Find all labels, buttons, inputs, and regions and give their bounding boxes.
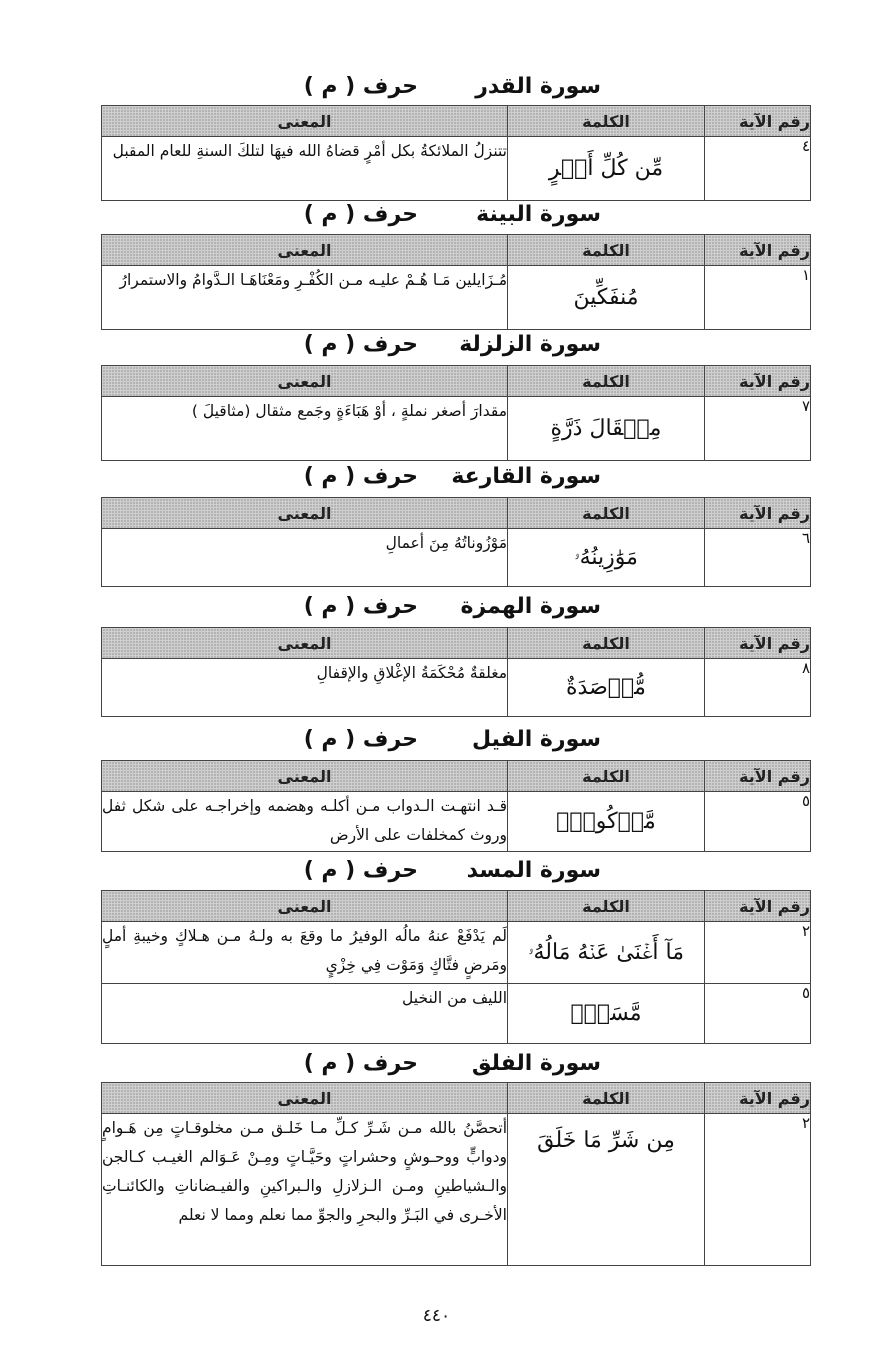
aya-number: ٧ xyxy=(705,397,811,461)
vocab-table xyxy=(101,760,811,852)
table-row xyxy=(102,984,811,1044)
quran-word: مِثۡقَالَ ذَرَّةٍ xyxy=(508,397,705,461)
surah-title: سورة الفلق xyxy=(471,1051,601,1076)
header-word: الكلمة xyxy=(508,628,705,659)
table-row xyxy=(102,137,811,201)
header-word: الكلمة xyxy=(508,761,705,792)
aya-number: ٥ xyxy=(705,792,811,852)
section-heading xyxy=(0,1049,873,1083)
letter-label: حرف ( م ) xyxy=(303,858,418,883)
quran-word: مَّسَدِۭ xyxy=(508,984,705,1044)
header-meaning: المعنى xyxy=(102,628,508,659)
quran-word: مُّؤۡصَدَةٌ xyxy=(508,659,705,717)
quran-word: مَوَٰزِينُهُۥ xyxy=(508,529,705,587)
aya-number: ٦ xyxy=(705,529,811,587)
vocab-table xyxy=(101,497,811,587)
header-aya: رقم الآية xyxy=(705,891,811,922)
header-meaning: المعنى xyxy=(102,891,508,922)
header-aya: رقم الآية xyxy=(705,628,811,659)
header-meaning: المعنى xyxy=(102,761,508,792)
table-row xyxy=(102,792,811,852)
aya-number: ٥ xyxy=(705,984,811,1044)
header-aya: رقم الآية xyxy=(705,235,811,266)
letter-label: حرف ( م ) xyxy=(303,727,418,752)
header-word: الكلمة xyxy=(508,498,705,529)
header-word: الكلمة xyxy=(508,891,705,922)
surah-title: سورة الفيل xyxy=(472,727,601,752)
word-meaning: مَوْزُوناتُهُ مِنَ أعمالِ xyxy=(102,529,508,587)
surah-title: سورة البينة xyxy=(476,202,601,227)
vocab-table xyxy=(101,1082,811,1266)
header-aya: رقم الآية xyxy=(705,106,811,137)
letter-label: حرف ( م ) xyxy=(303,594,418,619)
header-meaning: المعنى xyxy=(102,366,508,397)
section-heading xyxy=(0,200,873,234)
surah-title: سورة الهمزة xyxy=(460,594,601,619)
section-heading xyxy=(0,72,873,106)
header-word: الكلمة xyxy=(508,1083,705,1114)
header-word: الكلمة xyxy=(508,106,705,137)
letter-label: حرف ( م ) xyxy=(303,1051,418,1076)
word-meaning: تتنزلُ الملائكةُ بكل أمْرٍ قضاهُ الله فيهَا لتلكَ السنةِ للعام المقبل xyxy=(102,137,508,201)
word-meaning: الليف من النخيل xyxy=(102,984,508,1044)
surah-title: سورة القارعة xyxy=(451,464,601,489)
quran-word: مُنفَكِّينَ xyxy=(508,266,705,330)
aya-number: ١ xyxy=(705,266,811,330)
page-number: ٤٤٠ xyxy=(422,1306,451,1326)
section-heading xyxy=(0,330,873,364)
table-row xyxy=(102,529,811,587)
header-word: الكلمة xyxy=(508,235,705,266)
vocab-table xyxy=(101,234,811,330)
surah-title: سورة القدر xyxy=(475,74,601,99)
letter-label: حرف ( م ) xyxy=(303,74,418,99)
section-heading xyxy=(0,725,873,759)
header-aya: رقم الآية xyxy=(705,761,811,792)
vocab-table xyxy=(101,365,811,461)
aya-number: ٢ xyxy=(705,1114,811,1266)
quran-word: مَّأۡكُولِۭ xyxy=(508,792,705,852)
word-meaning: مقدارَ أصغر نملةٍ ، أوْ هَبَاءَةٍ وجَمع مثقال (مثاقيلَ ) xyxy=(102,397,508,461)
word-meaning: أتحصَّنُ بالله مـن شَـرِّ كـلِّ مـا خَلـق مـن مخلوقـاتٍ مِن هَـوامٍ ودوابٍّ ووحـوشٍ وحشراتٍ وحَيَّـاتٍ ومِـنْ عَـوَالم الغيـب كـالجن والـشياطينِ ومـن الـزلازلِ والـبراكينِ والفيـضاناتِ والكائنـاتِ الأخـرى في البَـرِّ والبحرِ والجوِّ مما نعلم ومما لا نعلم xyxy=(102,1114,508,1266)
quran-word: مِّن كُلِّ أَمۡرٍ xyxy=(508,137,705,201)
header-meaning: المعنى xyxy=(102,1083,508,1114)
vocab-table xyxy=(101,105,811,201)
letter-label: حرف ( م ) xyxy=(303,464,418,489)
letter-label: حرف ( م ) xyxy=(303,202,418,227)
table-row xyxy=(102,266,811,330)
section-heading xyxy=(0,856,873,890)
table-row xyxy=(102,397,811,461)
vocab-table xyxy=(101,627,811,717)
letter-label: حرف ( م ) xyxy=(303,332,418,357)
aya-number: ٨ xyxy=(705,659,811,717)
word-meaning: مُـزَايلين مَـا هُـمْ عليـه مـن الكُفْـرِ ومَعْنَاهَـا الـدَّوامُ والاستمرارُ xyxy=(102,266,508,330)
header-word: الكلمة xyxy=(508,366,705,397)
table-row xyxy=(102,922,811,984)
aya-number: ٢ xyxy=(705,922,811,984)
table-row xyxy=(102,1114,811,1266)
header-meaning: المعنى xyxy=(102,235,508,266)
surah-title: سورة المسد xyxy=(466,858,601,883)
quran-word: مِن شَرِّ مَا خَلَقَ xyxy=(508,1114,705,1266)
header-meaning: المعنى xyxy=(102,498,508,529)
quran-word: مَآ أَغۡنَىٰ عَنۡهُ مَالُهُۥ xyxy=(508,922,705,984)
header-aya: رقم الآية xyxy=(705,1083,811,1114)
table-row xyxy=(102,659,811,717)
header-aya: رقم الآية xyxy=(705,366,811,397)
header-meaning: المعنى xyxy=(102,106,508,137)
header-aya: رقم الآية xyxy=(705,498,811,529)
section-heading xyxy=(0,592,873,626)
section-heading xyxy=(0,462,873,496)
word-meaning: مغلقةٌ مُحْكَمَةُ الإغْلاقِ والإقفالِ xyxy=(102,659,508,717)
word-meaning: قـد انتهـت الـدواب مـن أكلـه وهضمه وإخراجـه على شكل ثفل وروث كمخلفات على الأرض xyxy=(102,792,508,852)
surah-title: سورة الزلزلة xyxy=(459,332,601,357)
word-meaning: لَم يَدْفَعْ عنهُ مالُه الوفيرُ ما وقعَ به ولـهُ مـن هـلاكٍ وخيبةِ أملٍ ومَرضٍ فتَّاكٍ وَمَوْت فِي خِزْيٍ xyxy=(102,922,508,984)
vocab-table xyxy=(101,890,811,1044)
aya-number: ٤ xyxy=(705,137,811,201)
